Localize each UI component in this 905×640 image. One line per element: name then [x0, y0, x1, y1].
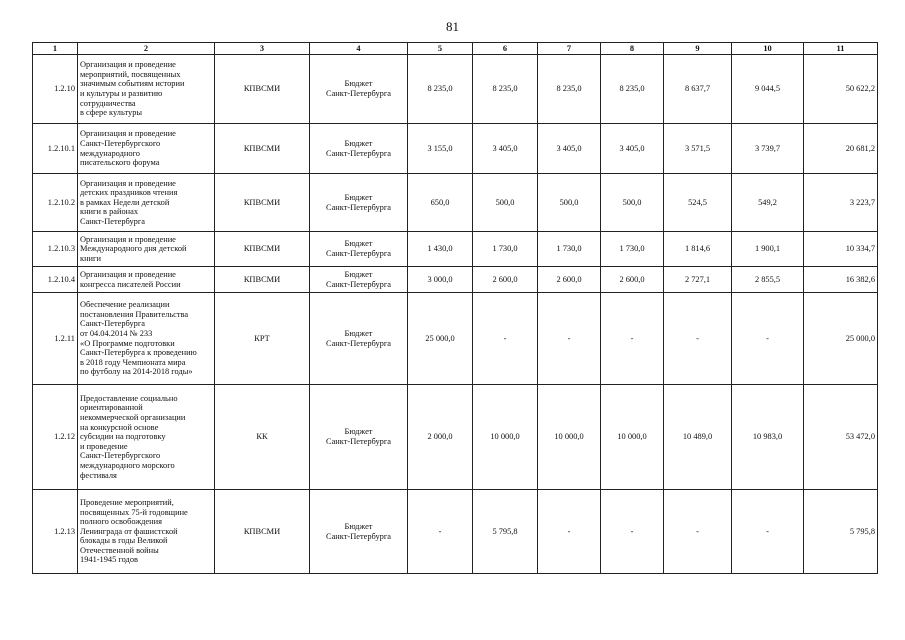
row-total: 53 472,0 [804, 385, 878, 490]
table-row [33, 385, 878, 490]
row-executor: КПВСМИ [215, 174, 310, 232]
row-year-value: 8 235,0 [601, 55, 664, 124]
table-row [33, 490, 878, 574]
row-number: 1.2.10.3 [33, 232, 78, 267]
row-executor: КПВСМИ [215, 490, 310, 574]
row-year-value: 1 900,1 [732, 232, 804, 267]
row-year-value: 3 571,5 [664, 124, 732, 174]
row-year-value: 3 405,0 [473, 124, 538, 174]
row-total: 16 382,6 [804, 267, 878, 293]
row-executor: КПВСМИ [215, 124, 310, 174]
row-year-value: 10 489,0 [664, 385, 732, 490]
row-year-value: - [601, 490, 664, 574]
row-year-value: - [732, 490, 804, 574]
row-year-value: 9 044,5 [732, 55, 804, 124]
row-year-value: 500,0 [473, 174, 538, 232]
column-header: 8 [601, 43, 664, 55]
row-measure-name: Предоставление социально ориентированной некоммерческой организации на конкурсной основе субсидии на подготовку и проведение Санкт-Петербургского международного морского фестиваля [78, 385, 215, 490]
column-header: 10 [732, 43, 804, 55]
row-year-value: 524,5 [664, 174, 732, 232]
row-year-value: - [408, 490, 473, 574]
column-header: 4 [310, 43, 408, 55]
row-funding-source: Бюджет Санкт-Петербурга [310, 55, 408, 124]
row-year-value: 2 000,0 [408, 385, 473, 490]
row-total: 50 622,2 [804, 55, 878, 124]
row-total: 5 795,8 [804, 490, 878, 574]
row-year-value: 3 739,7 [732, 124, 804, 174]
row-year-value: - [538, 293, 601, 385]
column-header: 1 [33, 43, 78, 55]
row-year-value: 1 430,0 [408, 232, 473, 267]
row-measure-name: Организация и проведение Международного дня детской книги [78, 232, 215, 267]
row-funding-source: Бюджет Санкт-Петербурга [310, 174, 408, 232]
row-measure-name: Организация и проведение детских праздников чтения в рамках Недели детской книги в районах Санкт-Петербурга [78, 174, 215, 232]
row-year-value: 8 637,7 [664, 55, 732, 124]
row-total: 20 681,2 [804, 124, 878, 174]
row-measure-name: Организация и проведение мероприятий, посвященных значимым событиям истории и культуры и развитию сотрудничества в сфере культуры [78, 55, 215, 124]
row-number: 1.2.11 [33, 293, 78, 385]
row-year-value: - [664, 490, 732, 574]
row-year-value: 1 814,6 [664, 232, 732, 267]
program-table [32, 42, 878, 574]
column-header: 3 [215, 43, 310, 55]
row-measure-name: Организация и проведение конгресса писателей России [78, 267, 215, 293]
row-number: 1.2.10 [33, 55, 78, 124]
row-year-value: 500,0 [601, 174, 664, 232]
row-total: 3 223,7 [804, 174, 878, 232]
row-year-value: 3 405,0 [601, 124, 664, 174]
row-year-value: 3 405,0 [538, 124, 601, 174]
row-year-value: - [601, 293, 664, 385]
table-row [33, 267, 878, 293]
row-number: 1.2.10.2 [33, 174, 78, 232]
row-year-value: - [664, 293, 732, 385]
row-executor: КК [215, 385, 310, 490]
row-year-value: 2 600,0 [473, 267, 538, 293]
row-year-value: 5 795,8 [473, 490, 538, 574]
row-year-value: 10 000,0 [538, 385, 601, 490]
row-year-value: - [473, 293, 538, 385]
row-funding-source: Бюджет Санкт-Петербурга [310, 385, 408, 490]
row-year-value: 8 235,0 [473, 55, 538, 124]
row-year-value: - [732, 293, 804, 385]
row-year-value: 549,2 [732, 174, 804, 232]
row-funding-source: Бюджет Санкт-Петербурга [310, 232, 408, 267]
row-funding-source: Бюджет Санкт-Петербурга [310, 490, 408, 574]
row-year-value: 8 235,0 [538, 55, 601, 124]
row-funding-source: Бюджет Санкт-Петербурга [310, 267, 408, 293]
row-year-value: 25 000,0 [408, 293, 473, 385]
row-year-value: 650,0 [408, 174, 473, 232]
row-year-value: 3 155,0 [408, 124, 473, 174]
header-row [33, 43, 878, 55]
row-number: 1.2.13 [33, 490, 78, 574]
row-executor: КПВСМИ [215, 267, 310, 293]
column-header: 6 [473, 43, 538, 55]
table-row [33, 174, 878, 232]
row-measure-name: Обеспечение реализации постановления Правительства Санкт-Петербурга от 04.04.2014 № 233 «О Программе подготовки Санкт-Петербурга к проведению в 2018 году Чемпионата мира по футболу на 2014-2018 годы» [78, 293, 215, 385]
row-measure-name: Проведение мероприятий, посвященных 75-й годовщине полного освобождения Ленинграда от фашистской блокады в годы Великой Отечественной войны 1941-1945 годов [78, 490, 215, 574]
row-year-value: 10 983,0 [732, 385, 804, 490]
column-header: 7 [538, 43, 601, 55]
column-header: 11 [804, 43, 878, 55]
row-year-value: 2 855,5 [732, 267, 804, 293]
row-year-value: 3 000,0 [408, 267, 473, 293]
row-funding-source: Бюджет Санкт-Петербурга [310, 124, 408, 174]
row-year-value: 1 730,0 [538, 232, 601, 267]
row-total: 10 334,7 [804, 232, 878, 267]
table-row [33, 293, 878, 385]
page-number: 81 [446, 19, 459, 34]
row-total: 25 000,0 [804, 293, 878, 385]
table-row [33, 55, 878, 124]
column-header: 2 [78, 43, 215, 55]
row-executor: КПВСМИ [215, 55, 310, 124]
row-measure-name: Организация и проведение Санкт-Петербургского международного писательского форума [78, 124, 215, 174]
row-funding-source: Бюджет Санкт-Петербурга [310, 293, 408, 385]
table-row [33, 232, 878, 267]
row-number: 1.2.10.1 [33, 124, 78, 174]
row-number: 1.2.12 [33, 385, 78, 490]
table-row [33, 124, 878, 174]
row-number: 1.2.10.4 [33, 267, 78, 293]
row-year-value: 2 600,0 [538, 267, 601, 293]
row-year-value: 2 600,0 [601, 267, 664, 293]
row-year-value: 1 730,0 [473, 232, 538, 267]
row-executor: КПВСМИ [215, 232, 310, 267]
row-year-value: - [538, 490, 601, 574]
row-year-value: 2 727,1 [664, 267, 732, 293]
row-year-value: 10 000,0 [601, 385, 664, 490]
column-header: 5 [408, 43, 473, 55]
row-year-value: 10 000,0 [473, 385, 538, 490]
row-year-value: 1 730,0 [601, 232, 664, 267]
row-executor: КРТ [215, 293, 310, 385]
column-header: 9 [664, 43, 732, 55]
row-year-value: 500,0 [538, 174, 601, 232]
row-year-value: 8 235,0 [408, 55, 473, 124]
